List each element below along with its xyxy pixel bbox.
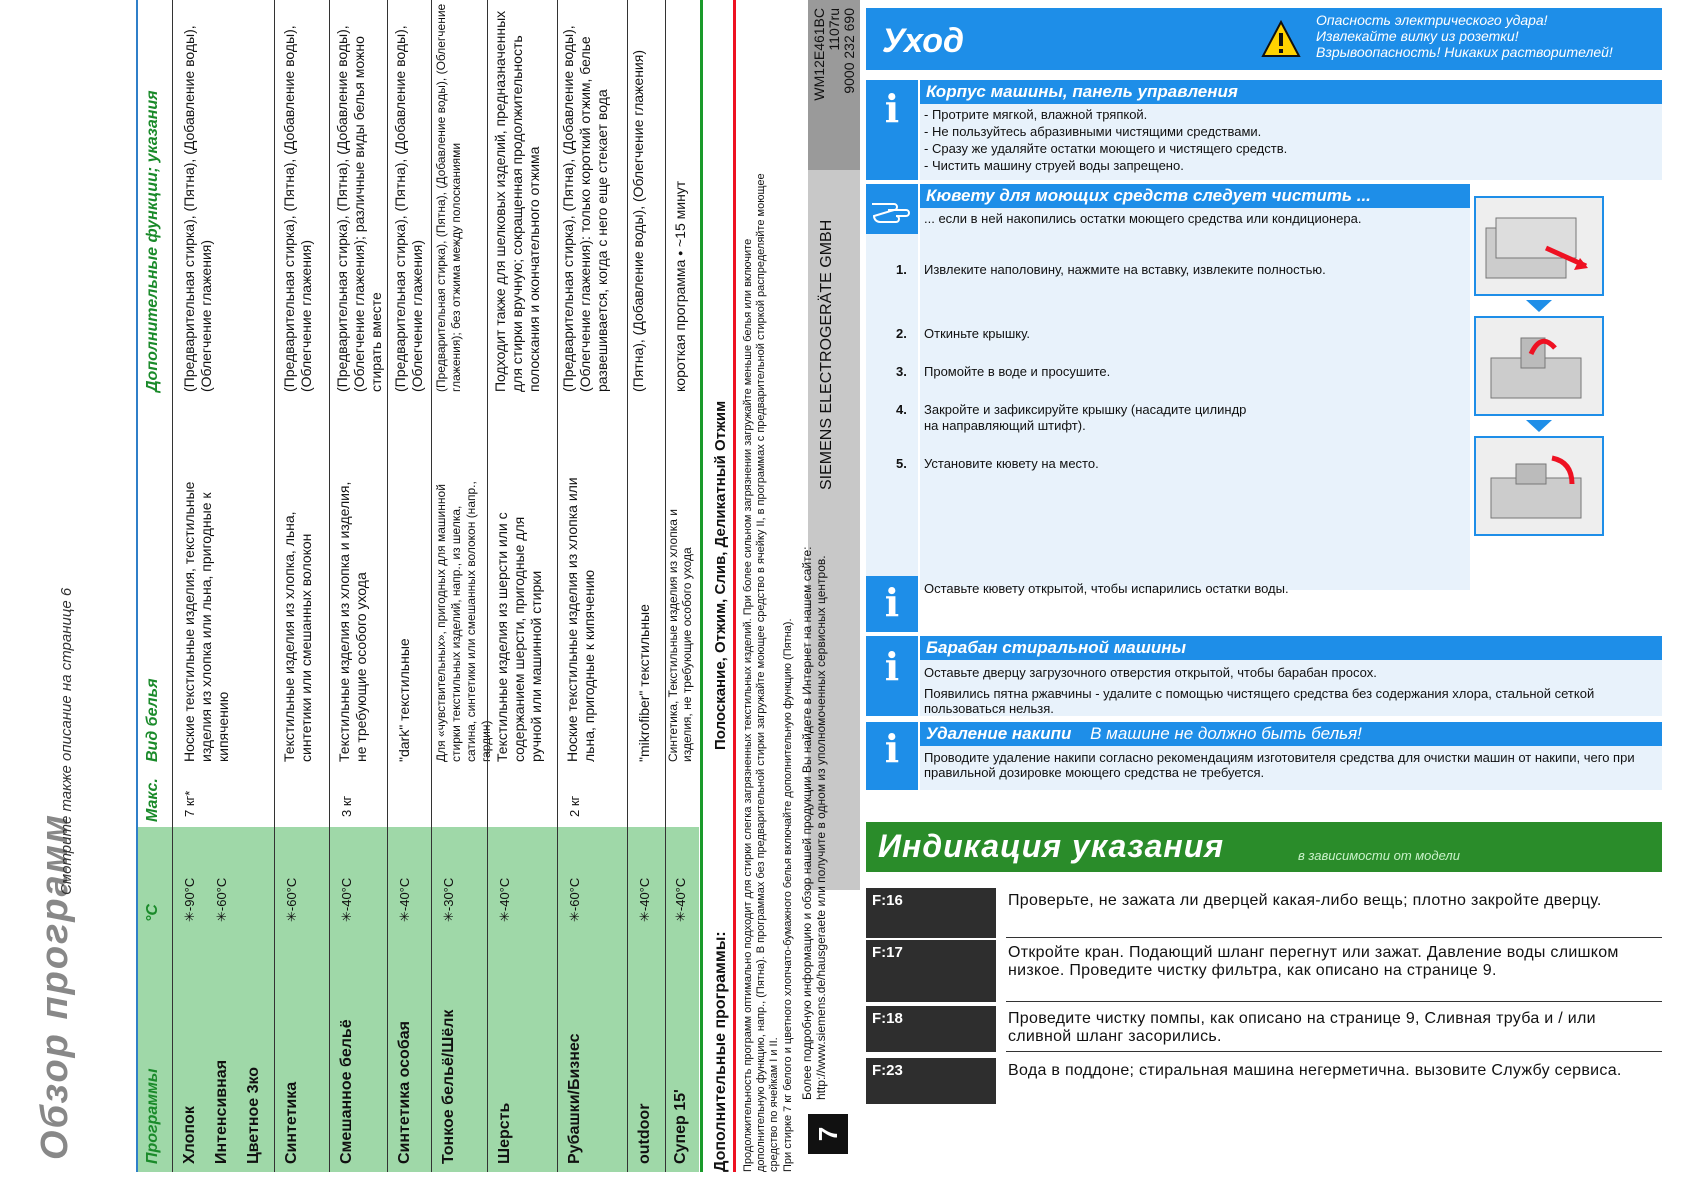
hand-icon <box>868 190 916 230</box>
info-icon: i <box>884 580 900 625</box>
program-name: Шерсть <box>496 1102 513 1164</box>
program-name: Рубашки/Бизнес <box>566 1033 583 1164</box>
step-text: Закройте и зафиксируйте крышку (насадите цилиндр на направляющий штифт). <box>924 402 1247 433</box>
row-divider <box>1006 1001 1662 1003</box>
program-func: (Предварительная стирка), (Пятна), (Добавление воды), (Облегчение глажения) <box>281 25 314 392</box>
lid-close-icon <box>1476 438 1602 534</box>
step-number: 4. <box>896 402 907 417</box>
program-max: 2 кг <box>567 795 582 817</box>
error-text: Проведите чистку помпы, как описано на странице 9, Сливная труба и / или сливной шланг засорились. <box>1008 1010 1596 1045</box>
warning-line: Взрывоопасность! Никаких растворителей! <box>1316 44 1613 60</box>
program-func: (Предварительная стирка), (Пятна), (Добавление воды), (Облегчение глажения); без отжима между полосканиями <box>434 3 463 392</box>
step-number: 3. <box>896 364 907 379</box>
steps-column <box>866 234 918 590</box>
table-row <box>387 0 431 1172</box>
model-code: 9000 232 690 <box>841 8 857 94</box>
program-temp: ✳-30°C <box>441 877 456 922</box>
program-type: Текстильные изделия из хлопка и изделия, не требующие особого ухода <box>336 481 369 762</box>
error-row <box>866 1006 1662 1052</box>
arrow-down-icon <box>1526 420 1552 432</box>
extra-rules <box>700 0 706 1172</box>
col-func: Дополнительные функции; указания <box>144 90 161 392</box>
drum-text-1: Оставьте дверцу загрузочного отверстия открытой, чтобы барабан просох. <box>924 665 1377 680</box>
program-max: 3 кг <box>339 795 354 817</box>
error-row <box>866 940 1662 1002</box>
dispenser-tip: Оставьте кювету открытой, чтобы испарились остатки воды. <box>924 581 1289 596</box>
row-divider <box>1006 937 1662 939</box>
step-number: 1. <box>896 262 907 277</box>
error-row <box>866 888 1662 938</box>
step-text: Промойте в воде и просушите. <box>924 364 1111 379</box>
error-code: F:16 <box>866 888 996 938</box>
lid-open-icon <box>1476 318 1602 414</box>
program-type: Ноские текстильные изделия из хлопка или льна, пригодные к кипячению <box>564 477 597 762</box>
col-programs: Программы <box>144 1068 161 1164</box>
section-title: Корпус машины, панель управления <box>920 80 1662 104</box>
error-code: F:17 <box>866 940 996 1002</box>
program-func: (Предварительная стирка), (Пятна), (Добавление воды), (Облегчение глажения) <box>181 25 214 392</box>
info-column <box>866 636 918 716</box>
info-icon: i <box>884 726 900 771</box>
info-icon: i <box>884 86 900 131</box>
descale-warning: В машине не должно быть белья! <box>1090 724 1362 743</box>
list-item: - Протрите мягкой, влажной тряпкой. <box>924 107 1148 122</box>
program-name: Синтетика особая <box>396 1021 413 1164</box>
program-type: "dark" текстильные <box>396 638 412 762</box>
info-column <box>866 722 918 790</box>
program-type: Для «чувствительных», пригодных для машинной стирки текстильных изделий, напр., из шелка, сатина, синтетики или смешанных волокон (напр., гардин) <box>434 481 493 762</box>
step-text: Извлеките наполовину, нажмите на вставку, извлеките полностью. <box>924 262 1326 277</box>
indication-title: Индикация указания <box>878 828 1225 864</box>
table-row <box>665 0 699 1172</box>
program-type: Синтетика, Текстильные изделия из хлопка и изделия, не требующие особого ухода <box>666 509 694 762</box>
info-icon: i <box>884 644 900 689</box>
table-row <box>557 0 627 1172</box>
model-lang: 1107ru <box>826 8 842 51</box>
dispenser-image-2 <box>1474 316 1604 416</box>
program-max: 7 кг* <box>182 790 197 817</box>
descale-text: Проводите удаление накипи согласно рекомендациям изготовителя средства для очистки машин от накипи, чего при правильной дозировке моющего средства не требуется. <box>924 750 1635 780</box>
section-title <box>920 722 1662 746</box>
dispenser-intro: ... если в ней накопились остатки моющего средства или кондиционера. <box>924 211 1362 226</box>
program-temp: ✳-60°C <box>567 877 582 922</box>
error-text: Проверьте, не зажата ли дверцей какая-либо вещь; плотно закройте дверцу. <box>1008 892 1602 909</box>
program-name: Смешанное бельё <box>338 1019 355 1164</box>
red-rule <box>733 0 736 1172</box>
program-temp: ✳-60°C <box>214 877 229 922</box>
program-type: Текстильные изделия из шерсти или с содержанием шерсти, пригодные для ручной или машинной стирки <box>494 512 544 762</box>
list-item: - Не пользуйтесь абразивными чистящими средствами. <box>924 124 1262 139</box>
indication-header <box>866 822 1662 872</box>
drum-text-2: Появились пятна ржавчины - удалите с помощью чистящего средства без содержания хлора, стальной сеткой пользоваться нельзя. <box>924 686 1595 716</box>
descale-title: Удаление накипи <box>926 724 1072 743</box>
list-item: - Чистить машину струей воды запрещено. <box>924 158 1184 173</box>
care-title: Уход <box>882 22 965 60</box>
program-name: Хлопок <box>181 1106 198 1164</box>
header-rule <box>136 0 138 1172</box>
care-header <box>866 8 1662 70</box>
list-item-text: Сразу же удаляйте остатки моющего и чистящего средств. <box>931 141 1288 156</box>
manufacturer: SIEMENS ELECTROGERÄTE GMBH <box>818 219 835 490</box>
model-box <box>808 0 860 170</box>
step-text: Установите кювету на место. <box>924 456 1099 471</box>
note-website: Более подробную информацию и обзор нашей продукции Вы найдете в Интернет на нашем сайте: http://www.siemens.de/hausgeraete или получите в одном из уполномоченных сервисных центров. <box>800 546 828 1100</box>
table-row <box>627 0 665 1172</box>
error-text: Откройте кран. Подающий шланг перегнут или зажат. Давление воды слишком низкое. Проведите чистку фильтра, как описано на странице 9. <box>1008 944 1619 979</box>
col-temp: °C <box>144 904 161 922</box>
col-type: Вид белья <box>144 678 161 762</box>
body-list <box>924 106 1287 174</box>
list-item-text: Не пользуйтесь абразивными чистящими средствами. <box>931 124 1262 139</box>
arrow-down-icon <box>1526 300 1552 312</box>
page-number: 7 <box>808 1114 848 1154</box>
program-table <box>136 0 699 1172</box>
program-type: "mikrofiber" текстильные <box>636 604 652 762</box>
extra-programs-list: Полоскание, Отжим, Слив, Деликатный Отжим <box>712 400 729 750</box>
program-temp: ✳-40°C <box>637 877 652 922</box>
program-func: (Предварительная стирка), (Пятна), (Добавление воды), (Облегчение глажения) <box>392 25 425 392</box>
col-max: Макс. <box>144 778 161 822</box>
table-row <box>487 0 557 1172</box>
program-temp: ✳-40°C <box>673 877 688 922</box>
table-row <box>329 0 387 1172</box>
note-stains: При стирке 7 кг белого и цветного хлопчато-бумажного белья включайте дополнительную функцию (Пятна). <box>782 618 794 1172</box>
program-func: Подходит также для шелковых изделий, предназначенных для стирки вручную; сокращенная продолжительность полоскания и окончательного отжима <box>492 10 542 392</box>
program-temp: ✳-60°C <box>284 877 299 922</box>
program-temp: ✳-40°C <box>397 877 412 922</box>
warning-line: Опасность электрического удара! <box>1316 12 1548 28</box>
model-number: WM12E461BC <box>811 8 827 101</box>
program-name: Интенсивная <box>213 1059 230 1164</box>
dispenser-image-1 <box>1474 196 1604 296</box>
table-row <box>431 0 493 1172</box>
program-type: Ноские текстильные изделия, текстильные изделия из хлопка или льна, пригодные к кипячению <box>181 481 231 762</box>
error-code: F:23 <box>866 1058 996 1104</box>
program-name: Синтетика <box>283 1081 300 1164</box>
row-divider <box>1006 1051 1662 1053</box>
list-item: - Сразу же удаляйте остатки моющего и чистящего средств. <box>924 141 1288 156</box>
program-name: outdoor <box>636 1103 653 1164</box>
dispenser-image-3 <box>1474 436 1604 536</box>
error-row <box>866 1058 1662 1104</box>
program-name: Тонкое бельё/Шёлк <box>440 1009 457 1164</box>
program-temp: ✳-90°C <box>182 877 197 922</box>
info-column <box>866 576 918 632</box>
list-item-text: Протрите мягкой, влажной тряпкой. <box>931 107 1148 122</box>
step-text: Откиньте крышку. <box>924 326 1030 341</box>
table-row <box>274 0 329 1172</box>
program-name: Цветное 3ко <box>245 1066 262 1164</box>
section-title: Кювету для моющих средств следует чистить ... <box>920 184 1470 208</box>
program-func: (Пятна), (Добавление воды), (Облегчение глажения) <box>630 50 646 392</box>
note-duration: Продолжительность программ оптимально подходит для стирки слегка загрязненных текстильных изделий. При более сильном загрязнении загружайте меньше белья или включите дополнительную функцию, напр., (Пятна). В программах без предварительной стирки загружайте моющее средство в ячейку II, в программах с предварительной стиркой распределяйте моющее средство по ячейкам I и II. <box>742 173 780 1172</box>
program-func: короткая программа • ~15 минут <box>672 180 688 392</box>
step-number: 5. <box>896 456 907 471</box>
drawer-pull-icon <box>1476 198 1602 294</box>
program-temp: ✳-40°C <box>497 877 512 922</box>
info-column <box>866 80 918 180</box>
list-item-text: Чистить машину струей воды запрещено. <box>931 158 1184 173</box>
indication-subtitle: в зависимости от модели <box>1298 848 1460 863</box>
page-title: Обзор программ <box>34 813 76 1160</box>
program-type: Текстильные изделия из хлопка, льна, синтетики или смешанных волокон <box>281 511 314 762</box>
error-text: Вода в поддоне; стиральная машина негерметична. вызовите Службу сервиса. <box>1008 1062 1622 1079</box>
step-number: 2. <box>896 326 907 341</box>
care-page <box>862 0 1684 1190</box>
warning-icon <box>1261 20 1301 58</box>
page-subtitle: Смотрите также описание на странице 6 <box>58 587 75 895</box>
error-code: F:18 <box>866 1006 996 1052</box>
green-rule <box>700 0 703 1172</box>
warning-text <box>1316 12 1613 60</box>
program-name: Супер 15' <box>672 1089 689 1164</box>
warning-line: Извлекайте вилку из розетки! <box>1316 28 1519 44</box>
program-func: (Предварительная стирка), (Пятна), (Добавление воды), (Облегчение глажения); различные виды белья можно стирать вместе <box>334 25 384 392</box>
table-row <box>172 0 274 1172</box>
program-temp: ✳-40°C <box>339 877 354 922</box>
program-func: (Предварительная стирка), (Пятна), (Добавление воды), (Облегчение глажения): только короткий отжим, белье развешивается, когда с него еще стекает вода <box>560 25 610 392</box>
section-title: Барабан стиральной машины <box>920 636 1662 660</box>
extra-programs-title: Дополнительные программы: <box>712 931 729 1172</box>
